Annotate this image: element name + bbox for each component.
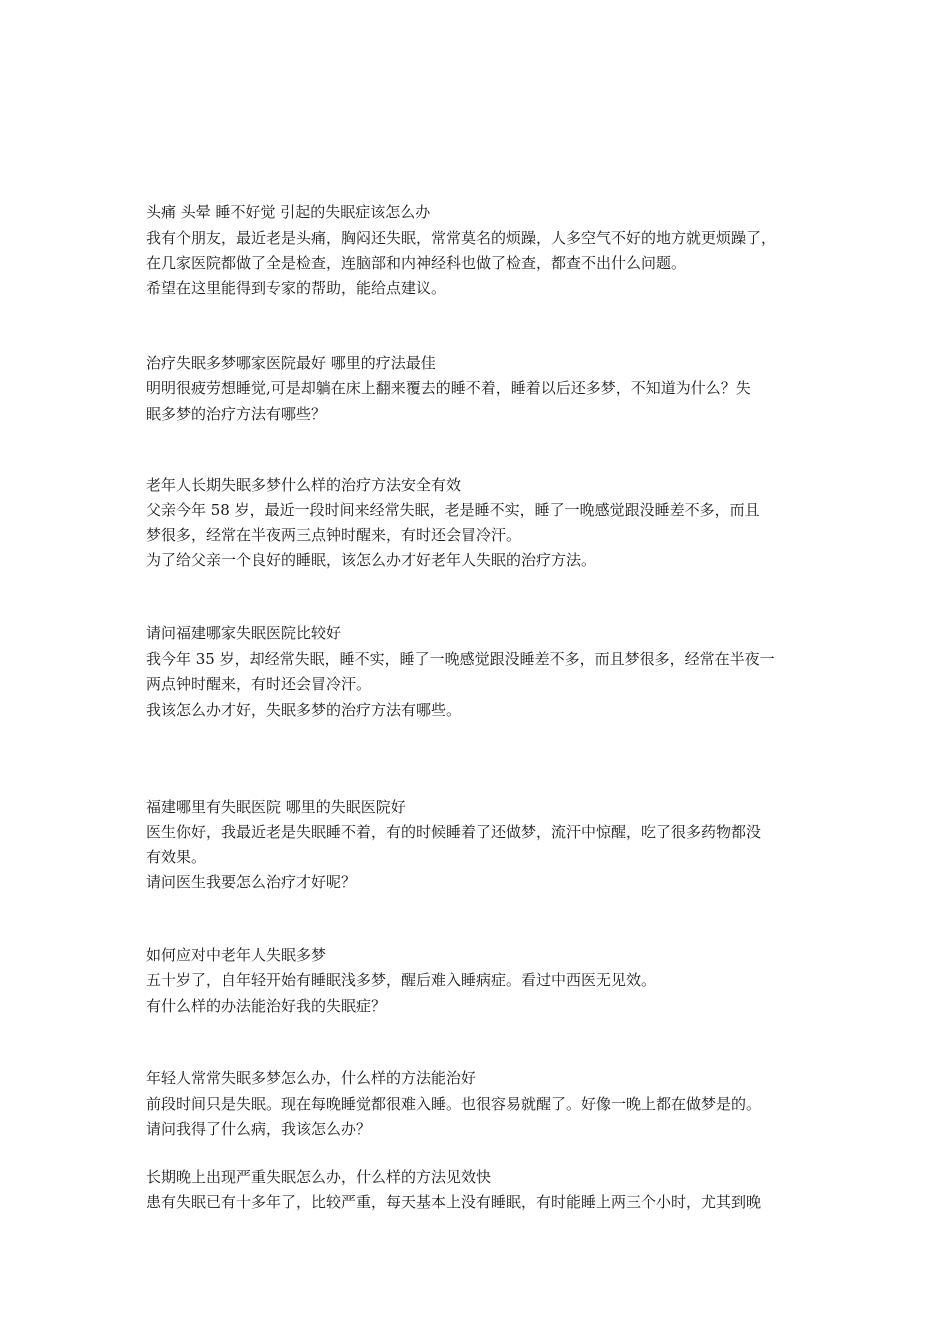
section-title: 头痛 头晕 睡不好觉 引起的失眠症该怎么办 bbox=[146, 203, 431, 221]
paragraph-line: 前段时间只是失眠。现在每晚睡觉都很难入睡。也很容易就醒了。好像一晚上都在做梦是的。 bbox=[146, 1095, 762, 1113]
paragraph-line: 我该怎么办才好，失眠多梦的治疗方法有哪些。 bbox=[146, 701, 462, 719]
paragraph-line: 我有个朋友，最近老是头痛，胸闷还失眠，常常莫名的烦躁，人多空气不好的地方就更烦躁了， bbox=[146, 229, 777, 247]
paragraph-line: 有什么样的办法能治好我的失眠症？ bbox=[146, 997, 387, 1015]
section-title: 老年人长期失眠多梦什么样的治疗方法安全有效 bbox=[146, 476, 462, 494]
section-title: 福建哪里有失眠医院 哪里的失眠医院好 bbox=[146, 798, 406, 816]
section-title: 年轻人常常失眠多梦怎么办，什么样的方法能治好 bbox=[146, 1069, 477, 1087]
paragraph-line: 有效果。 bbox=[146, 848, 207, 866]
paragraph-line: 两点钟时醒来，有时还会冒冷汗。 bbox=[146, 675, 372, 693]
section-title: 长期晚上出现严重失眠怎么办，什么样的方法见效快 bbox=[146, 1168, 492, 1186]
section-title: 请问福建哪家失眠医院比较好 bbox=[146, 624, 342, 642]
paragraph-line: 明明很疲劳想睡觉,可是却躺在床上翻来覆去的睡不着，睡着以后还多梦，不知道为什么？失 bbox=[146, 379, 751, 397]
paragraph-line: 患有失眠已有十多年了，比较严重，每天基本上没有睡眠，有时能睡上两三个小时，尤其到晚 bbox=[146, 1193, 762, 1211]
paragraph-line: 希望在这里能得到专家的帮助，能给点建议。 bbox=[146, 279, 447, 297]
paragraph-line: 请问我得了什么病，我该怎么办？ bbox=[146, 1120, 372, 1138]
paragraph-line: 父亲今年 58 岁，最近一段时间来经常失眠，老是睡不实，睡了一晚感觉跟没睡差不多，而且 bbox=[146, 501, 760, 519]
section-title: 治疗失眠多梦哪家医院最好 哪里的疗法最佳 bbox=[146, 354, 436, 372]
paragraph-line: 五十岁了，自年轻开始有睡眠浅多梦，醒后难入睡病症。看过中西医无见效。 bbox=[146, 971, 657, 989]
paragraph-line: 我今年 35 岁，却经常失眠，睡不实，睡了一晚感觉跟没睡差不多，而且梦很多，经常在半夜一 bbox=[146, 650, 775, 668]
paragraph-line: 梦很多，经常在半夜两三点钟时醒来，有时还会冒冷汗。 bbox=[146, 526, 522, 544]
paragraph-line: 为了给父亲一个良好的睡眠，该怎么办才好老年人失眠的治疗方法。 bbox=[146, 551, 597, 569]
section-title: 如何应对中老年人失眠多梦 bbox=[146, 946, 327, 964]
paragraph-line: 请问医生我要怎么治疗才好呢？ bbox=[146, 873, 357, 891]
paragraph-line: 眠多梦的治疗方法有哪些？ bbox=[146, 405, 327, 423]
paragraph-line: 医生你好，我最近老是失眠睡不着，有的时候睡着了还做梦，流汗中惊醒，吃了很多药物都没 bbox=[146, 823, 762, 841]
paragraph-line: 在几家医院都做了全是检查，连脑部和内神经科也做了检查，都查不出什么问题。 bbox=[146, 254, 687, 272]
